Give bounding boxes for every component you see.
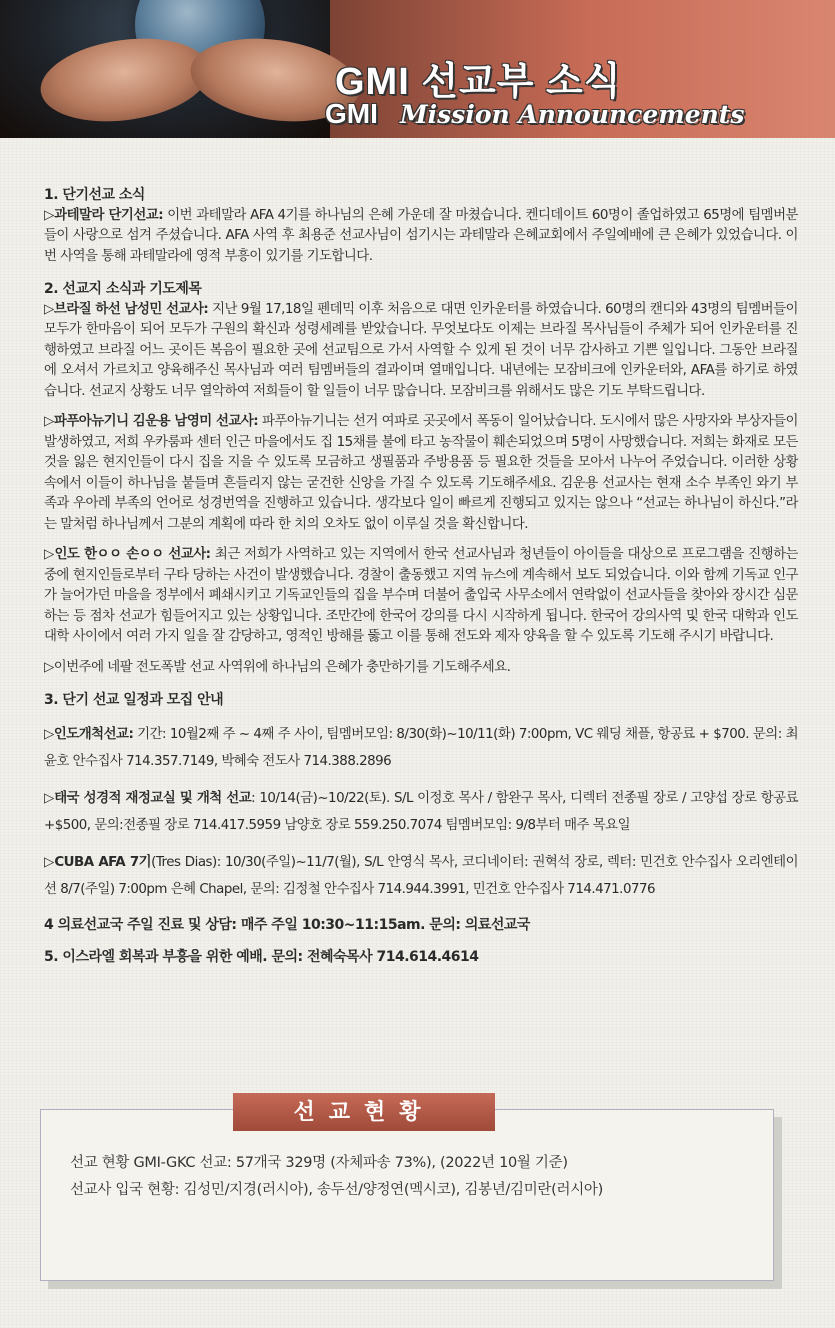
thailand-label: ▷태국 성경적 재정교실 및 개척 선교 (44, 790, 252, 806)
brazil-text: 지난 9월 17,18일 펜데믹 이후 처음으로 대면 인카운터를 하였습니다. 60명의 캔디와 43명의 팀멤버들이 모두가 한마음이 되어 모두가 구원의 확신과 성령세례를 받았습니다. 무엇보다도 이제는 브라질 목사님들이 주체가 되어 인카운터를 진행하였고 브라질 어느 곳이든 복음이 필요한 곳에 선교팀으로 가서 사역할 수 있게 된 것이 너무 감사하고 기쁜 일입니다. 그동안 브라질에 오셔서 가르치고 양육해주신 목사님과 여러 팀멤버들의 결과이며 열매입니다. 내년에는 모잠비크에 인카운터와, AFA를 하기로 하였습니다. 선교지 상황도 너무 열악하여 저희들이 할 일들이 너무 많습니다. 모잠비크를 위해서도 많은 기도 부탁드립니다. (44, 301, 798, 399)
guatemala-paragraph (44, 206, 798, 268)
guatemala-text: 이번 과테말라 AFA 4기를 하나님의 은혜 가운데 잘 마쳤습니다. 켄디데이트 60명이 졸업하였고 65명에 팀멤버분들이 사랑으로 섬겨 주셨습니다. AFA 사역 후 최용준 선교사님이 섬기시는 과테말라 은혜교회에서 주일예배에 큰 은혜가 있었습니다. 이번 사역을 통해 과테말라에 영적 부흥이 있기를 기도합니다. (44, 207, 798, 264)
india-mission-paragraph (44, 721, 798, 775)
subtitle-gmi: GMI (325, 98, 378, 129)
india-mission-text: 기간: 10월2째 주 ~ 4째 주 사이, 팀멤버모임: 8/30(화)~10/11(화) 7:00pm, VC 웨딩 채플, 항공료 + $700. 문의: 최윤호 안수집사 714.357.7149, 박혜숙 전도사 714.388.2896 (44, 726, 799, 769)
png-paragraph (44, 412, 798, 535)
cuba-label: ▷CUBA AFA 7기 (44, 854, 152, 870)
thailand-paragraph (44, 785, 798, 839)
mission-status-tab: 선교현황 (233, 1093, 495, 1131)
subtitle-script: Mission Announcements (400, 100, 745, 129)
section-4-medical: 4 의료선교국 주일 진료 및 상담: 매주 주일 10:30~11:15am. 문의: 의료선교국 (44, 916, 530, 933)
brazil-paragraph (44, 300, 798, 403)
png-text: 파푸아뉴기니는 선거 여파로 곳곳에서 폭동이 일어났습니다. 도시에서 많은 사망자와 부상자들이 발생하였고, 저희 우카룸파 센터 인근 마을에서도 집 15채를 불에 타고 농작물이 훼손되었으며 5명이 사망했습니다. 저희는 화재로 모든 것을 잃은 현지인들이 다시 집을 지을 수 있도록 모금하고 생필품과 주방용품 등 필요한 것들을 모아서 나누어 주었습니다. 이러한 상황 속에서 이들이 하나님을 붙들며 흔들리지 않는 굳건한 신앙을 가질 수 있도록 기도해주세요. 김운용 선교사는 현재 소수 부족인 와기 부족과 우아레 부족의 언어로 성경번역을 진행하고 있습니다. 생각보다 일이 빠르게 진행되고 있지는 않으나 “선교는 하나님이 하신다.”라는 말처럼 하나님께서 그분의 계획에 따라 한 치의 오차도 없이 이루실 것을 확신합니다. (44, 414, 798, 532)
india-label: ▷인도 한ㅇㅇ 손ㅇㅇ 선교사: (44, 547, 211, 562)
section-3-heading: 3. 단기 선교 일정과 모집 안내 (44, 692, 224, 708)
india-text: 최근 저희가 사역하고 있는 지역에서 한국 선교사님과 청년들이 아이들을 대상으로 프로그램을 진행하는 중에 현지인들로부터 구타 당하는 사건이 발생했습니다. 경찰이 출동했고 지역 뉴스에 계속해서 보도 되었습니다. 이와 함께 기독교 인구가 늘어가던 마을을 정부에서 폐쇄시키고 기독교인들의 집을 부수며 더불어 출입국 사무소에서 연락없이 선교사들을 찾아와 장시간 심문하는 등 점차 선교가 힘들어지고 있는 상황입니다. 조만간에 한국어 강의를 다시 시작하게 됩니다. 한국어 강의사역 및 한국 대학과 인도 대학 사이에서 여러 가지 일을 잘 감당하고, 영적인 방해를 뚫고 이를 통해 전도와 제자 양육을 할 수 있도록 기도해 주시기 바랍니다. (44, 547, 798, 644)
brazil-label: ▷브라질 하선 남성민 선교사: (44, 301, 209, 317)
section-1-heading: 1. 단기선교 소식 (44, 187, 145, 203)
header-banner (0, 0, 835, 138)
india-mission-label: ▷인도개척선교: (44, 726, 134, 742)
india-paragraph (44, 545, 798, 648)
status-line-2: 선교사 입국 현황: 김성민/지경(러시아), 송두선/양정연(멕시코), 김봉년/김미란(러시아) (70, 1182, 603, 1198)
section-5-israel: 5. 이스라엘 회복과 부흥을 위한 예배. 문의: 전혜숙목사 714.614.4614 (44, 949, 479, 965)
section-2-heading: 2. 선교지 소식과 기도제목 (44, 281, 202, 297)
page-title: GMI 선교부 소식 (335, 61, 622, 103)
mission-status-lines (70, 1150, 770, 1204)
nepal-paragraph: ▷이번주에 네팔 전도폭발 선교 사역위에 하나님의 은혜가 충만하기를 기도해주세요. (44, 659, 511, 675)
announcements-body (44, 185, 798, 968)
thailand-text: : 10/14(금)~10/22(토). S/L 이정호 목사 / 함완구 목사, 디렉터 전종필 장로 / 고양섭 장로 항공료+$500, 문의:전종필 장로 714.417.5959 남양호 장로 559.250.7074 팀멤버모임: 9/8부터 매주 목요일 (44, 790, 799, 833)
cuba-text: (Tres Dias): 10/30(주일)~11/7(월), S/L 안영식 목사, 코디네이터: 권혁석 장로, 렉터: 민건호 안수집사 오리엔테이션 8/7(주일) 7:00pm 은혜 Chapel, 문의: 김정철 안수집사 714.944.3991, 민건호 안수집사 714.471.0776 (44, 854, 799, 897)
cuba-paragraph (44, 849, 798, 903)
png-label: ▷파푸아뉴기니 김운용 남영미 선교사: (44, 414, 259, 429)
guatemala-label: ▷과테말라 단기선교: (44, 207, 164, 223)
status-line-1: 선교 현황 GMI-GKC 선교: 57개국 329명 (자체파송 73%), (2022년 10월 기준) (70, 1155, 568, 1171)
hands-globe-image (0, 0, 330, 138)
